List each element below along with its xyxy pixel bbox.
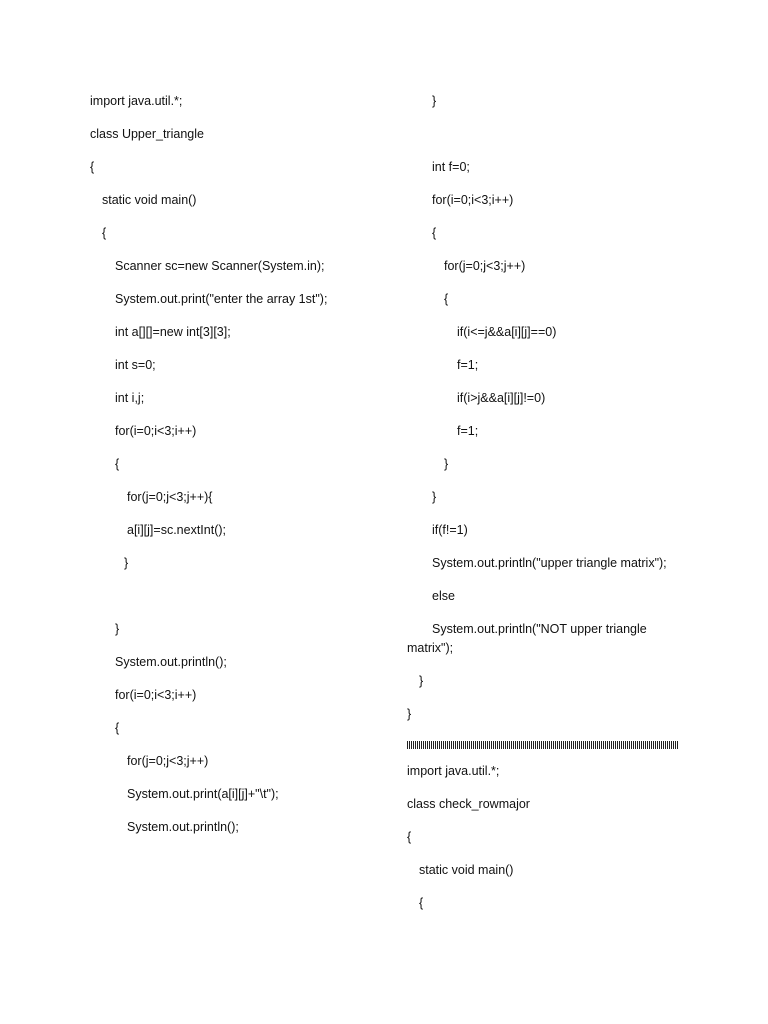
left-code-column bbox=[90, 92, 390, 851]
code-line: { bbox=[419, 896, 424, 910]
code-line: for(j=0;j<3;j++) bbox=[444, 259, 526, 273]
code-line: static void main() bbox=[102, 193, 197, 207]
code-line: System.out.println(); bbox=[127, 820, 239, 834]
code-line: for(j=0;j<3;j++){ bbox=[127, 490, 213, 504]
code-line: Scanner sc=new Scanner(System.in); bbox=[115, 259, 325, 273]
code-line: f=1; bbox=[457, 424, 479, 438]
code-line: } bbox=[419, 674, 424, 688]
code-line: static void main() bbox=[419, 863, 514, 877]
code-line: { bbox=[90, 160, 95, 174]
blank-line bbox=[407, 125, 687, 158]
code-line: int i,j; bbox=[115, 391, 145, 405]
second-program-block bbox=[407, 762, 687, 927]
code-line: } bbox=[444, 457, 449, 471]
code-line: } bbox=[432, 94, 437, 108]
code-line: { bbox=[102, 226, 107, 240]
code-line: { bbox=[432, 226, 437, 240]
code-line: System.out.print(a[i][j]+"\t"); bbox=[127, 787, 279, 801]
code-line: import java.util.*; bbox=[407, 764, 500, 778]
right-code-column bbox=[407, 92, 687, 738]
code-line: { bbox=[115, 721, 120, 735]
code-line: { bbox=[407, 830, 412, 844]
code-line: { bbox=[444, 292, 449, 306]
code-line: for(i=0;i<3;i++) bbox=[115, 424, 197, 438]
code-line: for(j=0;j<3;j++) bbox=[127, 754, 209, 768]
code-line: int s=0; bbox=[115, 358, 156, 372]
code-line: System.out.println(); bbox=[115, 655, 227, 669]
separator-line bbox=[407, 741, 679, 749]
code-line: System.out.println("NOT upper triangle matrix"); bbox=[407, 622, 647, 655]
code-line: if(i<=j&&a[i][j]==0) bbox=[457, 325, 557, 339]
code-line: } bbox=[115, 622, 120, 636]
code-line: else bbox=[432, 589, 455, 603]
code-line: if(f!=1) bbox=[432, 523, 468, 537]
code-line: System.out.print("enter the array 1st"); bbox=[115, 292, 328, 306]
code-line: f=1; bbox=[457, 358, 479, 372]
code-line: { bbox=[115, 457, 120, 471]
code-line: import java.util.*; bbox=[90, 94, 183, 108]
code-line: int f=0; bbox=[432, 160, 470, 174]
code-line: int a[][]=new int[3][3]; bbox=[115, 325, 231, 339]
blank-line bbox=[90, 587, 390, 620]
code-line: class Upper_triangle bbox=[90, 127, 204, 141]
code-line: for(i=0;i<3;i++) bbox=[432, 193, 514, 207]
code-line: for(i=0;i<3;i++) bbox=[115, 688, 197, 702]
code-line: } bbox=[407, 707, 412, 721]
code-line: System.out.println("upper triangle matrix"); bbox=[432, 556, 667, 570]
code-line: a[i][j]=sc.nextInt(); bbox=[127, 523, 226, 537]
code-line: } bbox=[432, 490, 437, 504]
code-line: class check_rowmajor bbox=[407, 797, 530, 811]
code-line: if(i>j&&a[i][j]!=0) bbox=[457, 391, 546, 405]
code-line: } bbox=[124, 556, 129, 570]
